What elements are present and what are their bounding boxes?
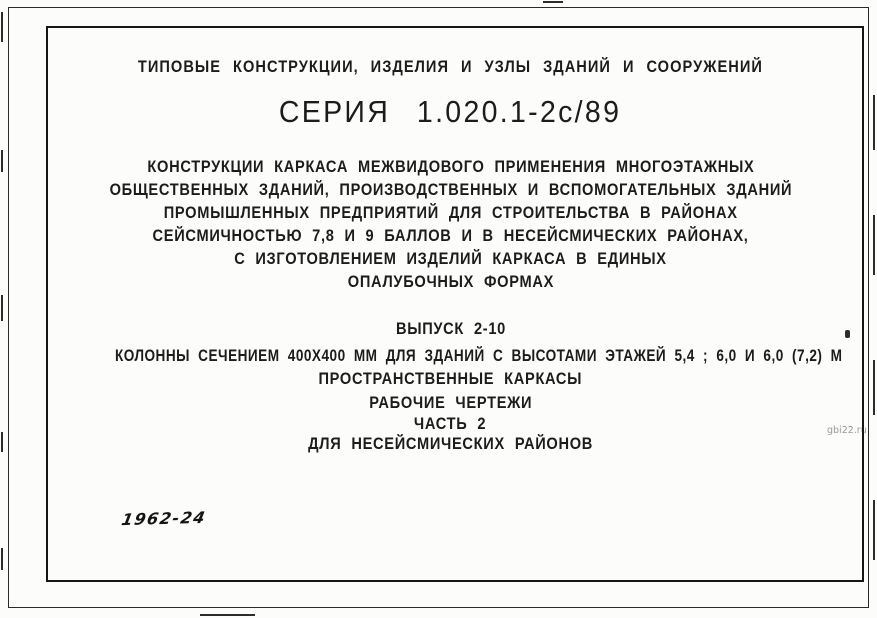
description-line-text: ПРОМЫШЛЕННЫХ ПРЕДПРИЯТИЙ ДЛЯ СТРОИТЕЛЬСТВА В РАЙОНАХ xyxy=(163,203,738,222)
scan-artifact xyxy=(1,12,3,42)
scan-artifact xyxy=(1,432,3,452)
issue-number xyxy=(24,319,877,339)
region-line-text: ДЛЯ НЕСЕЙСМИЧЕСКИХ РАЙОНОВ xyxy=(308,434,593,453)
document-header-text: ТИПОВЫЕ КОНСТРУКЦИИ, ИЗДЕЛИЯ И УЗЛЫ ЗДАНИЙ И СООРУЖЕНИЙ xyxy=(137,57,764,76)
spatial-frames-line xyxy=(24,369,877,389)
working-drawings-text: РАБОЧИЕ ЧЕРТЕЖИ xyxy=(369,393,532,412)
document-header xyxy=(24,57,877,77)
scan-artifact xyxy=(1,150,3,172)
description-line xyxy=(24,224,877,247)
description-line-text: С ИЗГОТОВЛЕНИЕМ ИЗДЕЛИЙ КАРКАСА В ЕДИНЫХ xyxy=(234,249,667,268)
description-line-text: ОБЩЕСТВЕННЫХ ЗДАНИЙ, ПРОИЗВОДСТВЕННЫХ И ВСПОМОГАТЕЛЬНЫХ ЗДАНИЙ xyxy=(109,180,792,199)
description-line xyxy=(24,247,877,270)
columns-spec-line xyxy=(24,346,877,366)
part-number-text: ЧАСТЬ 2 xyxy=(414,414,487,433)
scan-artifact xyxy=(873,500,875,560)
description-line-text: СЕЙСМИЧНОСТЬЮ 7,8 И 9 БАЛЛОВ И В НЕСЕЙСМИЧЕСКИХ РАЙОНАХ, xyxy=(152,226,749,245)
watermark-text: gbi22.ru xyxy=(827,425,867,436)
scan-artifact xyxy=(200,614,255,616)
series-title xyxy=(24,94,877,130)
scan-artifact xyxy=(1,548,3,570)
description-block xyxy=(24,155,877,293)
description-line-text: КОНСТРУКЦИИ КАРКАСА МЕЖВИДОВОГО ПРИМЕНЕНИЯ МНОГОЭТАЖНЫХ xyxy=(146,157,755,176)
description-line xyxy=(24,270,877,293)
working-drawings-line xyxy=(24,393,877,413)
issue-number-text: ВЫПУСК 2-10 xyxy=(395,319,506,338)
description-line xyxy=(24,201,877,224)
handwritten-inventory-number: 1962-24 xyxy=(120,507,208,530)
scan-artifact xyxy=(543,1,563,3)
region-line xyxy=(24,434,877,454)
description-line-text: ОПАЛУБОЧНЫХ ФОРМАХ xyxy=(347,272,554,291)
part-number-line xyxy=(24,414,877,434)
series-title-text: СЕРИЯ 1.020.1-2с/89 xyxy=(279,94,622,129)
description-line xyxy=(24,178,877,201)
scan-artifact xyxy=(1,295,3,321)
description-line xyxy=(24,155,877,178)
columns-spec-text: КОЛОННЫ СЕЧЕНИЕМ 400X400 ММ ДЛЯ ЗДАНИЙ С ВЫСОТАМИ ЭТАЖЕЙ 5,4 ; 6,0 И 6,0 (7,2) М xyxy=(114,346,843,365)
spatial-frames-text: ПРОСТРАНСТВЕННЫЕ КАРКАСЫ xyxy=(318,369,583,388)
